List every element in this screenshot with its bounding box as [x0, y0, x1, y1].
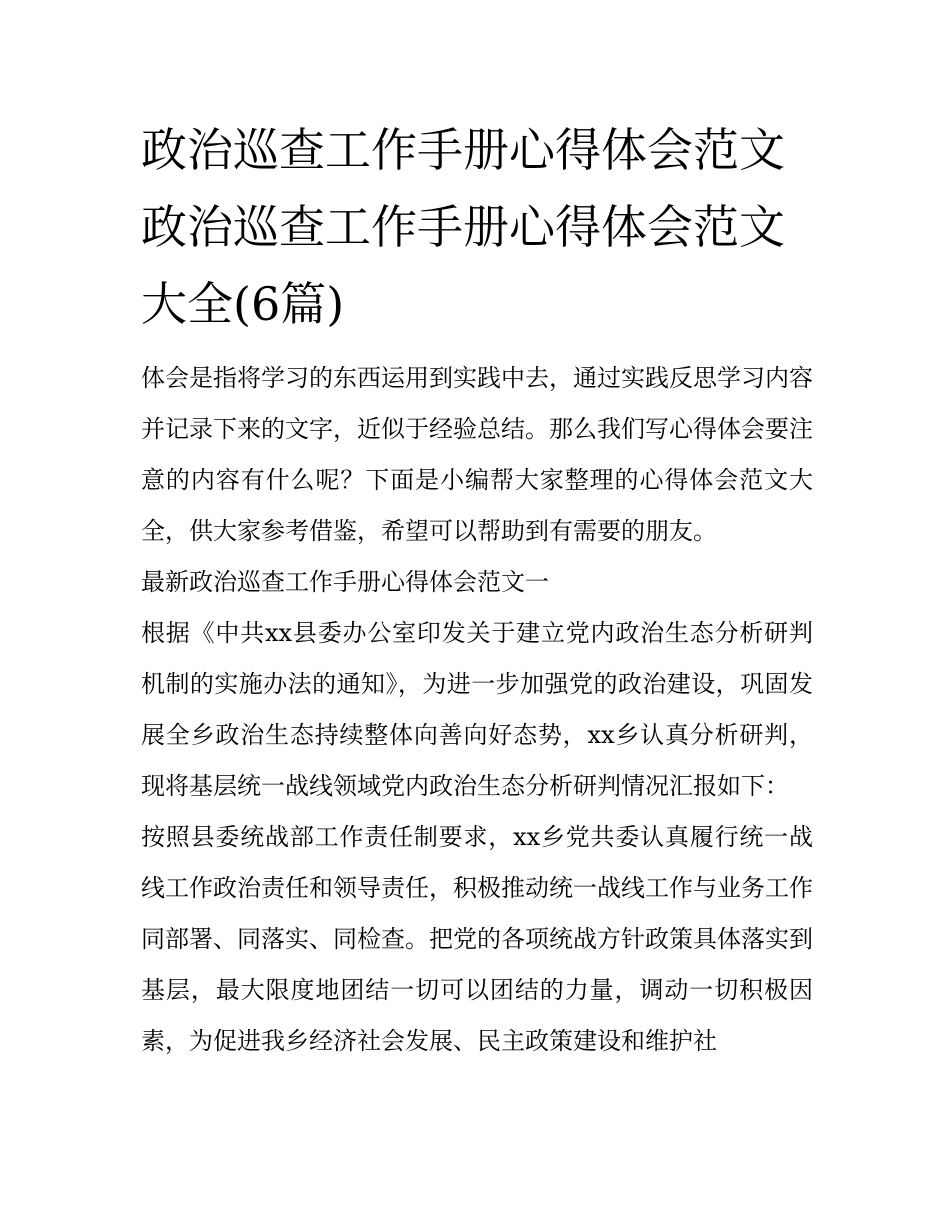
- document-body: [141, 112, 813, 1067]
- intro-paragraph: 体会是指将学习的东西运用到实践中去，通过实践反思学习内容并记录下来的文字，近似于经验总结。那么我们写心得体会要注意的内容有什么呢？下面是小编帮大家整理的心得体会范文大全，供大家参考借鉴，希望可以帮助到有需要的朋友。: [141, 364, 813, 545]
- body-paragraph-2: 按照县委统战部工作责任制要求，xx乡党共委认真履行统一战线工作政治责任和领导责任，积极推动统一战线工作与业务工作同部署、同落实、同检查。把党的各项统战方针政策具体落实到基层，最大限度地团结一切可以团结的力量，调动一切积极因素，为促进我乡经济社会发展、民主政策建设和维护社: [141, 823, 813, 1055]
- body-paragraph-1: 根据《中共xx县委办公室印发关于建立党内政治生态分析研判机制的实施办法的通知》，为进一步加强党的政治建设，巩固发展全乡政治生态持续整体向善向好态势，xx乡认真分析研判，现将基层统一战线领域党内政治生态分析研判情况汇报如下：: [141, 619, 813, 800]
- document-title: 政治巡查工作手册心得体会范文 政治巡查工作手册心得体会范文大全(6篇): [141, 123, 785, 331]
- section-heading: 最新政治巡查工作手册心得体会范文一: [141, 568, 549, 596]
